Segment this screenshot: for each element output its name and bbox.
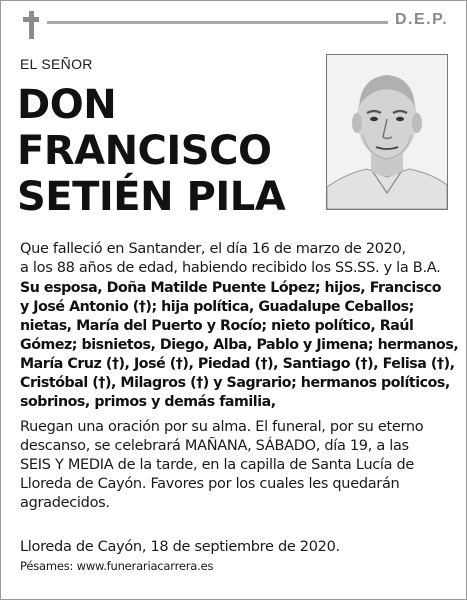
dep-label: D.E.P. (395, 11, 449, 28)
family-line: Su esposa, Doña Matilde Puente López; hijos, Francisco (20, 280, 442, 296)
announcement-text (20, 240, 452, 278)
portrait-photo (326, 54, 448, 210)
family-line: María Cruz (†), José (†), Piedad (†), Santiago (†), Felisa (†), (20, 356, 455, 372)
place-date: Lloreda de Cayón, 18 de septiembre de 2020. (20, 539, 340, 555)
funeral-line: agradecidos. (20, 495, 110, 511)
funeral-line: descanso, se celebrará MAÑANA, SÁBADO, día 19, a las (20, 438, 409, 454)
family-text (20, 279, 459, 412)
family-line: Cristóbal (†), Milagros (†) y Sagrario; hermanos políticos, (20, 375, 450, 391)
announcement-line: Que falleció en Santander, el día 16 de marzo de 2020, (20, 241, 406, 257)
header-rule (47, 21, 388, 24)
funeral-line: SEIS Y MEDIA de la tarde, en la capilla de Santa Lucía de (20, 457, 415, 473)
name-line-1: DON (17, 82, 117, 128)
name-line-3: SETIÉN PILA (17, 174, 286, 220)
cross-icon (23, 11, 39, 39)
portrait-image (327, 55, 447, 209)
funeral-text (20, 418, 452, 513)
family-line: Gómez; bisnietos, Diego, Alba, Pablo y Jimena; hermanos, (20, 337, 459, 353)
family-line: y José Antonio (†); hija política, Guadalupe Ceballos; (20, 299, 414, 315)
announcement-line: a los 88 años de edad, habiendo recibido los SS.SS. y la B.A. (20, 260, 441, 276)
honorific-label: EL SEÑOR (20, 56, 93, 72)
family-line: sobrinos, primos y demás familia, (20, 394, 276, 410)
family-line: nietas, María del Puerto y Rocío; nieto político, Raúl (20, 318, 414, 334)
funeral-line: Ruegan una oración por su alma. El funeral, por su eterno (20, 419, 424, 435)
name-line-2: FRANCISCO (17, 128, 272, 174)
funeral-line: Lloreda de Cayón. Favores por los cuales les quedarán (20, 476, 400, 492)
condolences-link[interactable]: Pésames: www.funerariacarrera.es (20, 559, 214, 573)
